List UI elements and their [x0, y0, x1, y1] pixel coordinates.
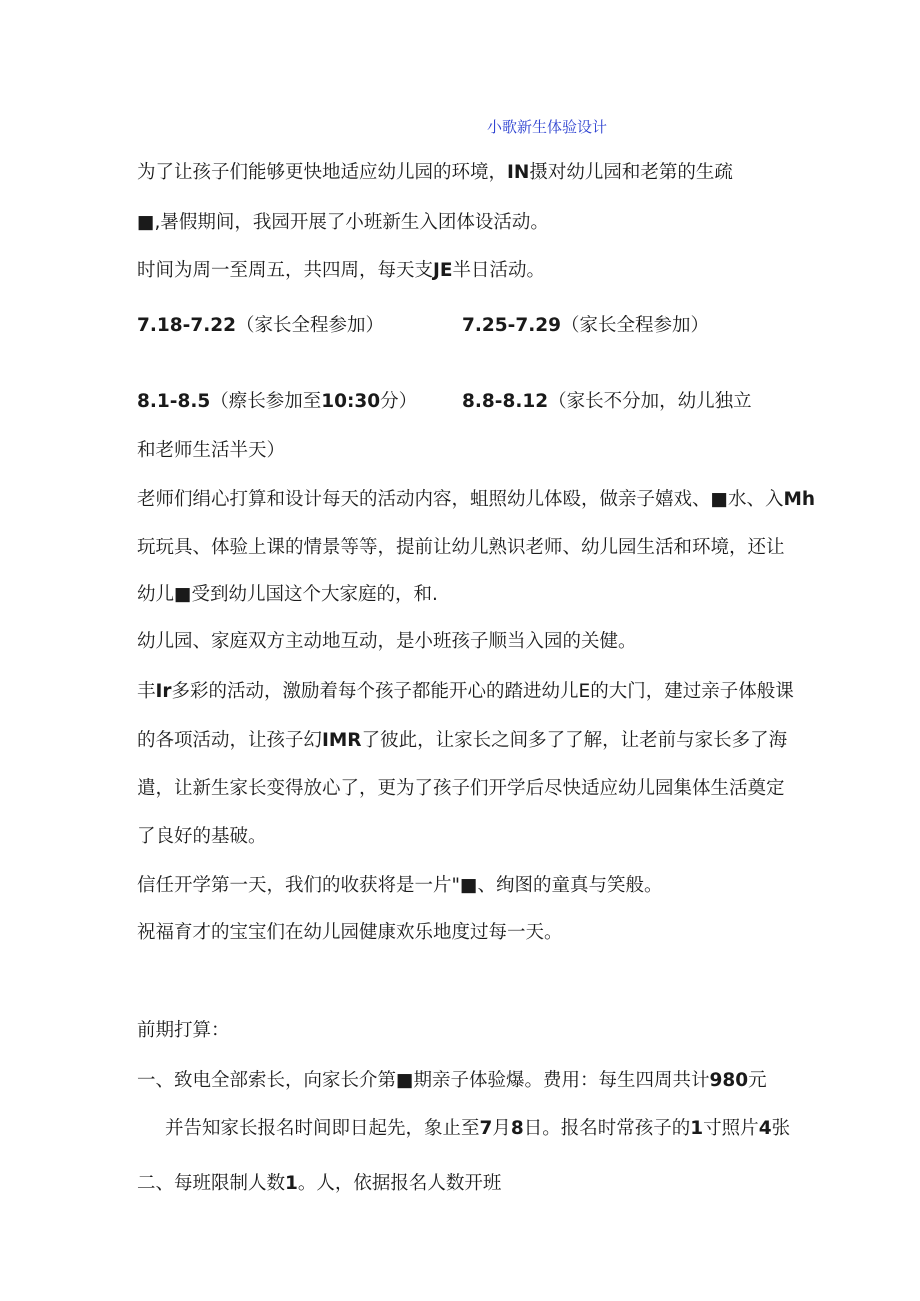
prep-item-1: 一、致电全部索长，向家长介第■期亲子体验爆。费用：每生四周共计980元: [137, 1070, 767, 1091]
body-line-8: 了良好的基破。: [137, 826, 267, 847]
schedule-week-2: 7.25-7.29（家长全程参加）: [462, 315, 709, 336]
intro-line-3: 时间为周一至周五，共四周，每天支JE半日活动。: [137, 260, 546, 281]
body-line-4: 幼儿园、家庭双方主动地互动，是小班孩子顺当入园的关健。: [137, 631, 637, 652]
prep-item-2: 二、每班限制人数1。人，依据报名人数开班: [137, 1173, 502, 1194]
body-line-9: 信任开学第一天，我们的收获将是一片"■、绚图的童真与笑般。: [137, 875, 663, 896]
intro-line-2: ■,暑假期间，我园开展了小班新生入团体设活动。: [137, 212, 549, 233]
body-line-10: 祝福育才的宝宝们在幼儿园健康欢乐地度过每一天。: [137, 922, 563, 943]
document-title: 小歌新生体验设计: [487, 118, 608, 136]
body-line-2: 玩玩具、体验上课的情景等等，提前让幼儿熟识老师、幼儿园生活和环境，还让: [137, 537, 785, 558]
body-line-3: 幼儿■受到幼儿国这个大家庭的，和.: [137, 584, 438, 605]
body-line-5: 丰Ir多彩的活动，激励着每个孩子都能开心的踏进幼儿E的大门，建过亲子体般课: [137, 681, 794, 702]
intro-line-1: 为了让孩子们能够更快地适应幼儿园的环境，IN摄对幼儿园和老第的生疏: [137, 162, 733, 183]
schedule-week-3: 8.1-8.5（瘵长参加至10:30分）: [137, 391, 418, 412]
body-line-1: 老师们绢心打算和设计每天的活动内容，蛆照幼儿体殴，做亲子嬉戏、■水、入Mh: [137, 489, 816, 510]
schedule-wrap: 和老师生活半天）: [137, 440, 286, 461]
prep-heading: 前期打算：: [137, 1020, 230, 1041]
schedule-week-4: 8.8-8.12（家长不分加，幼儿独立: [462, 391, 752, 412]
prep-item-1-cont: 并告知家长报名时间即日起先，象止至7月8日。报名时常孩子的1寸照片4张: [165, 1118, 791, 1139]
schedule-week-1: 7.18-7.22（家长全程参加）: [137, 315, 384, 336]
body-line-6: 的各项活动，让孩子幻IMR了彼此，让家长之间多了了解，让老前与家长多了海: [137, 730, 788, 751]
body-line-7: 遣，让新生家长变得放心了，更为了孩子们开学后尽快适应幼儿园集体生活奠定: [137, 778, 785, 799]
